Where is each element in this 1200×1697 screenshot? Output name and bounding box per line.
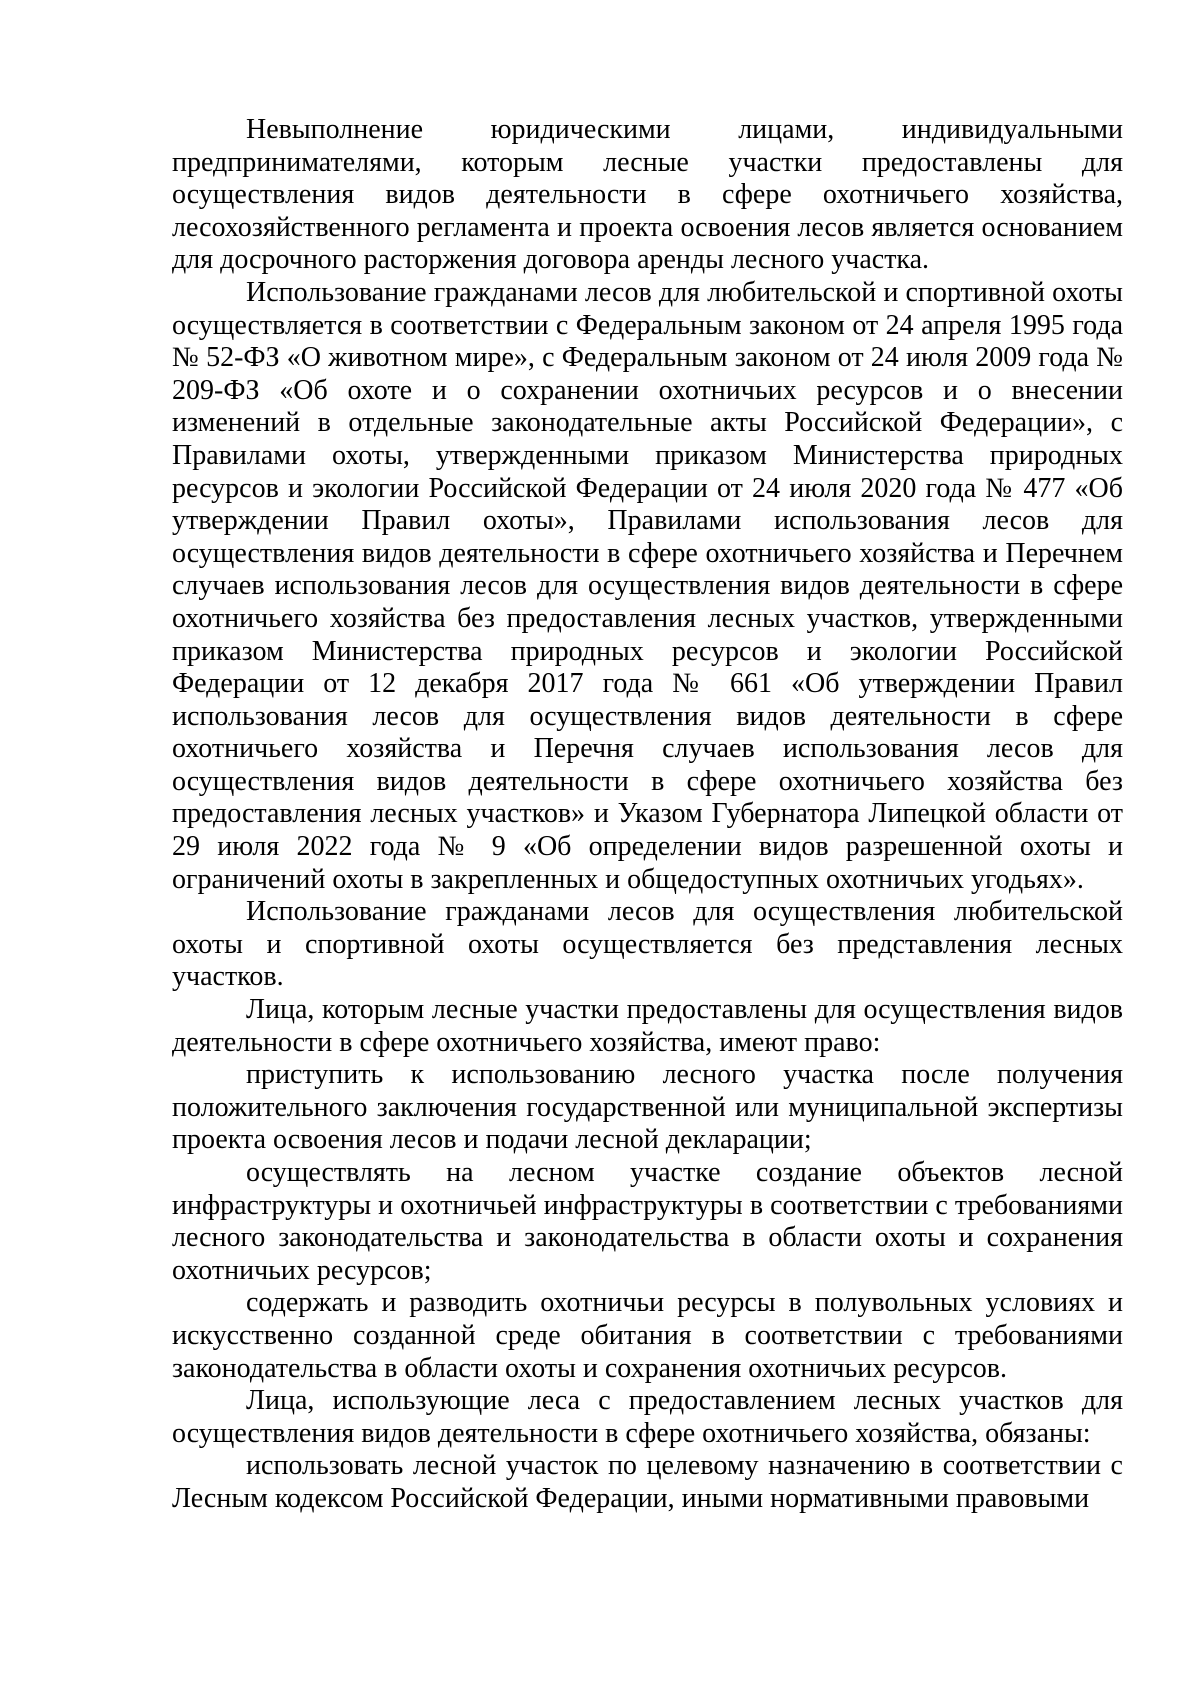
paragraph-right-breeding: содержать и разводить охотничьи ресурсы в полувольных условиях и искусственно созданной среде обитания в соответствии с требованиями законодательства в области охоты и сохранения охотничьих ресурсов. [172,1287,1123,1384]
paragraph-right-infrastructure: осуществлять на лесном участке создание объектов лесной инфраструктуры и охотничьей инфраструктуры в соответствии с требованиями лесного законодательства и законодательства в области охоты и сохранения охотничьих ресурсов; [172,1157,1123,1286]
paragraph-obligations-intro: Лица, использующие леса с предоставлением лесных участков для осуществления видов деятельности в сфере охотничьего хозяйства, обязаны: [172,1385,1123,1449]
paragraph-early-termination: Невыполнение юридическими лицами, индивидуальными предпринимателями, которым лесные участки предоставлены для осуществления видов деятельности в сфере охотничьего хозяйства, лесохозяйственного регламента и проекта освоения лесов является основанием для досрочного расторжения договора аренды лесного участка. [172,114,1123,276]
paragraph-rights-intro: Лица, которым лесные участки предоставлены для осуществления видов деятельности в сфере охотничьего хозяйства, имеют право: [172,994,1123,1058]
document-body [172,114,1123,1516]
paragraph-obligation-target-use: использовать лесной участок по целевому назначению в соответствии с Лесным кодексом Российской Федерации, иными нормативными правовыми [172,1450,1123,1514]
paragraph-no-plot-hunting: Использование гражданами лесов для осуществления любительской охоты и спортивной охоты осуществляется без представления лесных участков. [172,896,1123,993]
paragraph-hunting-legal-basis: Использование гражданами лесов для любительской и спортивной охоты осуществляется в соответствии с Федеральным законом от 24 апреля 1995 года № 52-ФЗ «О животном мире», с Федеральным законом от 24 июля 2009 года № 209-ФЗ «Об охоте и о сохранении охотничьих ресурсов и о внесении изменений в отдельные законодательные акты Российской Федерации», с Правилами охоты, утвержденными приказом Министерства природных ресурсов и экологии Российской Федерации от 24 июля 2020 года № 477 «Об утверждении Правил охоты», Правилами использования лесов для осуществления видов деятельности в сфере охотничьего хозяйства и Перечнем случаев использования лесов для осуществления видов деятельности в сфере охотничьего хозяйства без предоставления лесных участков, утвержденными приказом Министерства природных ресурсов и экологии Российской Федерации от 12 декабря 2017 года № 661 «Об утверждении Правил использования лесов для осуществления видов деятельности в сфере охотничьего хозяйства и Перечня случаев использования лесов для осуществления видов деятельности в сфере охотничьего хозяйства без предоставления лесных участков» и Указом Губернатора Липецкой области от 29 июля 2022 года № 9 «Об определении видов разрешенной охоты и ограничений охоты в закрепленных и общедоступных охотничьих угодьях». [172,276,1123,895]
paragraph-right-start-use: приступить к использованию лесного участка после получения положительного заключения государственной или муниципальной экспертизы проекта освоения лесов и подачи лесной декларации; [172,1059,1123,1156]
